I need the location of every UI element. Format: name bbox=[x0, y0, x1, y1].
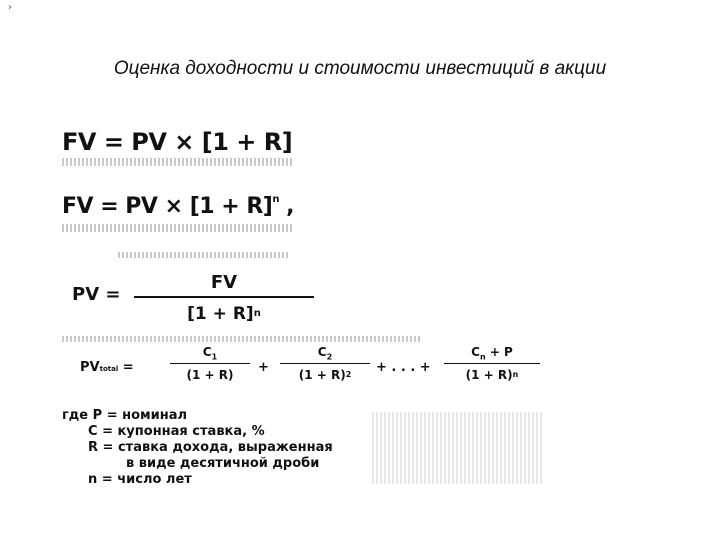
denominator-text: [1 + R] bbox=[187, 304, 254, 324]
formula-lhs bbox=[80, 360, 134, 375]
numerator: FV bbox=[210, 272, 238, 293]
corner-mark: › bbox=[8, 2, 12, 13]
scan-noise bbox=[62, 336, 422, 342]
term-fraction-1 bbox=[170, 344, 250, 383]
legend-row: С = купонная ставка, % bbox=[88, 424, 265, 439]
lhs-subscript: total bbox=[99, 365, 119, 373]
formula-future-value-simple bbox=[62, 128, 292, 156]
exponent: n bbox=[512, 370, 519, 379]
term-subscript: n bbox=[479, 352, 486, 362]
lhs-text: PV bbox=[80, 360, 100, 375]
term-fraction-n bbox=[444, 344, 540, 383]
term-subscript: 2 bbox=[326, 352, 333, 362]
legend-row: где P = номинал bbox=[62, 408, 188, 423]
scan-noise bbox=[372, 412, 542, 484]
term-denominator: (1 + R) bbox=[465, 368, 513, 382]
formula-tail: , bbox=[278, 194, 294, 219]
fraction-bar bbox=[280, 363, 370, 364]
fraction-bar bbox=[134, 296, 314, 298]
formula-text: FV = PV × [1 + R] bbox=[62, 128, 293, 156]
scan-noise bbox=[62, 158, 292, 166]
formula-present-value bbox=[72, 270, 272, 330]
plus-sign: + bbox=[258, 360, 269, 375]
fraction bbox=[134, 270, 314, 326]
fraction-bar bbox=[444, 363, 540, 364]
exponent: n bbox=[253, 308, 261, 319]
exponent: n bbox=[272, 194, 279, 205]
formula-lhs: PV = bbox=[72, 284, 121, 305]
term-numerator-tail: + P bbox=[485, 345, 513, 359]
fraction-bar bbox=[170, 363, 250, 364]
formula-future-value-compound bbox=[62, 194, 294, 219]
exponent: 2 bbox=[345, 370, 352, 379]
term-denominator: (1 + R) bbox=[298, 368, 346, 382]
denominator bbox=[134, 302, 314, 326]
legend-row: n = число лет bbox=[88, 472, 192, 487]
term-numerator: C bbox=[471, 345, 480, 359]
slide-title: Оценка доходности и стоимости инвестиций в акции bbox=[113, 58, 607, 79]
formula-text: FV = PV × [1 + R] bbox=[62, 194, 273, 219]
term-fraction-2 bbox=[280, 344, 370, 383]
formula-present-value-total bbox=[80, 344, 540, 390]
equals-sign: = bbox=[122, 360, 134, 375]
scan-noise bbox=[118, 252, 288, 258]
ellipsis-sign: + . . . + bbox=[376, 360, 431, 375]
scan-noise bbox=[62, 224, 292, 232]
legend-row: в виде десятичной дроби bbox=[126, 456, 320, 471]
variable-legend bbox=[62, 408, 333, 488]
term-subscript: 1 bbox=[211, 352, 218, 362]
term-numerator: C bbox=[317, 345, 327, 359]
term-denominator: (1 + R) bbox=[186, 368, 234, 382]
legend-row: R = ставка дохода, выраженная bbox=[88, 440, 333, 455]
term-numerator: C bbox=[202, 345, 212, 359]
